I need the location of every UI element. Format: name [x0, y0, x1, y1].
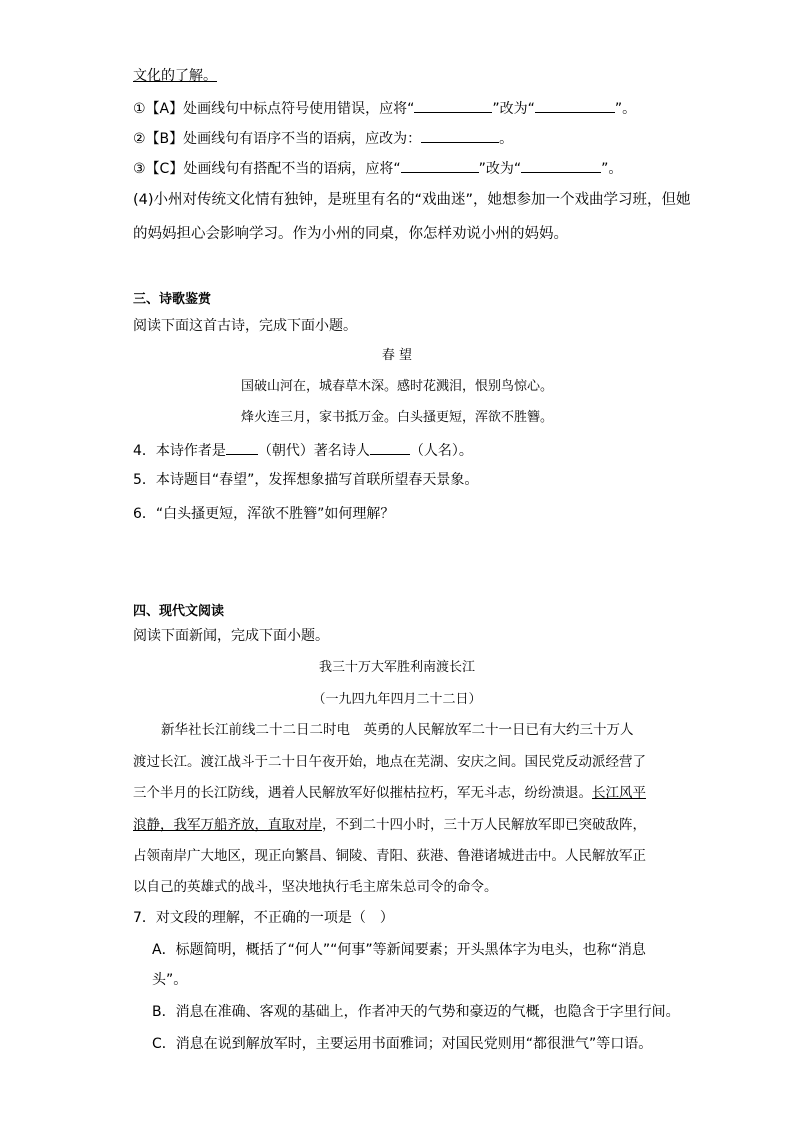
answer-blank[interactable] — [521, 158, 601, 173]
q3-item-c — [133, 158, 622, 179]
news-line-3-text: 三个半月的长江防线，遇着人民解放军好似摧枯拉朽，军无斗志，纷纷溃退。 — [133, 785, 592, 801]
option-a-line-1: A．标题简明，概括了“何人”“何事”等新闻要素；开头黑体字为电头，也称“消息 — [152, 942, 646, 958]
answer-blank[interactable] — [226, 440, 258, 455]
q4-line-2: 的妈妈担心会影响学习。作为小州的同桌，你怎样劝说小州的妈妈。 — [133, 226, 568, 242]
question-6: 6．“白头搔更短，浑欲不胜簪”如何理解？ — [133, 506, 395, 522]
answer-blank[interactable] — [414, 98, 492, 113]
news-line-2: 渡过长江。渡江战斗于二十日午夜开始，地点在芜湖、安庆之间。国民党反动派经营了 — [133, 754, 646, 770]
answer-blank[interactable] — [535, 98, 615, 113]
section-4-intro: 阅读下面新闻，完成下面小题。 — [133, 628, 329, 644]
question-7: 7．对文段的理解，不正确的一项是（ ） — [133, 910, 394, 926]
q3-item-c-pre: ③【C】处画线句有搭配不当的语病，应将“ — [133, 161, 401, 177]
poem-title: 春 望 — [381, 348, 413, 363]
question-5: 5．本诗题目“春望”，发挥想象描写首联所望春天景象。 — [133, 472, 479, 488]
answer-blank[interactable] — [401, 158, 479, 173]
news-date: （一九四九年四月二十二日） — [312, 692, 482, 707]
q4-line-1: (4)小州对传统文化情有独钟，是班里有名的“戏曲迷”，她想参加一个戏曲学习班，但她 — [133, 192, 691, 208]
news-line-4 — [133, 815, 661, 835]
question-4 — [133, 440, 473, 461]
question-4-post: （人名）。 — [409, 443, 473, 459]
news-underlined-phrase: 浪静，我军万船齐放，直取对岸 — [133, 817, 322, 833]
news-line-1: 新华社长江前线二十二日二时电 英勇的人民解放军二十一日已有大约三十万人 — [161, 722, 634, 738]
q3-item-c-mid: ”改为“ — [478, 161, 522, 177]
q3-item-a-pre: ①【A】处画线句中标点符号使用错误，应将“ — [133, 101, 415, 117]
poem-line-2: 烽火连三月，家书抵万金。白头搔更短，浑欲不胜簪。 — [240, 410, 553, 425]
answer-blank[interactable] — [421, 128, 499, 143]
q3-tail-text: 文化的了解。 — [133, 68, 217, 84]
answer-blank[interactable] — [370, 440, 410, 455]
option-b: B．消息在准确、客观的基础上，作者冲天的气势和豪迈的气概，也隐含于字里行间。 — [152, 1004, 680, 1020]
question-4-mid: （朝代）著名诗人 — [257, 443, 370, 459]
news-underlined-phrase: 长江风平 — [592, 785, 646, 801]
section-3-title: 三、诗歌鉴赏 — [133, 292, 212, 307]
q3-item-c-post: ”。 — [601, 161, 623, 177]
q3-item-a-post: ”。 — [614, 101, 637, 117]
news-line-4-text: ，不到二十四小时，三十万人民解放军即已突破敌阵， — [322, 817, 646, 833]
q3-item-b-pre: ②【B】处画线句有语序不当的语病，应改为： — [133, 131, 422, 147]
question-4-pre: 4．本诗作者是 — [133, 443, 226, 459]
news-line-6: 以自己的英雄式的战斗，坚决地执行毛主席朱总司令的命令。 — [133, 879, 498, 895]
q3-item-b-post: 。 — [499, 131, 514, 147]
news-line-3 — [133, 783, 661, 803]
option-c: C．消息在说到解放军时，主要运用书面雅词；对国民党则用“都很泄气”等口语。 — [152, 1036, 653, 1052]
section-3-intro: 阅读下面这首古诗，完成下面小题。 — [133, 318, 357, 334]
q3-item-b — [133, 128, 513, 149]
news-line-5: 占领南岸广大地区，现正向繁昌、铜陵、青阳、荻港、鲁港诸城进击中。人民解放军正 — [133, 848, 646, 864]
q3-item-a — [133, 98, 636, 119]
q3-item-a-mid: ”改为“ — [492, 101, 535, 117]
option-a-line-2: 头”。 — [152, 972, 188, 988]
poem-line-1: 国破山河在，城春草木深。感时花溅泪，恨别鸟惊心。 — [240, 379, 553, 394]
news-title: 我三十万大军胜利南渡长江 — [318, 660, 475, 675]
section-4-title: 四、现代文阅读 — [133, 604, 225, 619]
